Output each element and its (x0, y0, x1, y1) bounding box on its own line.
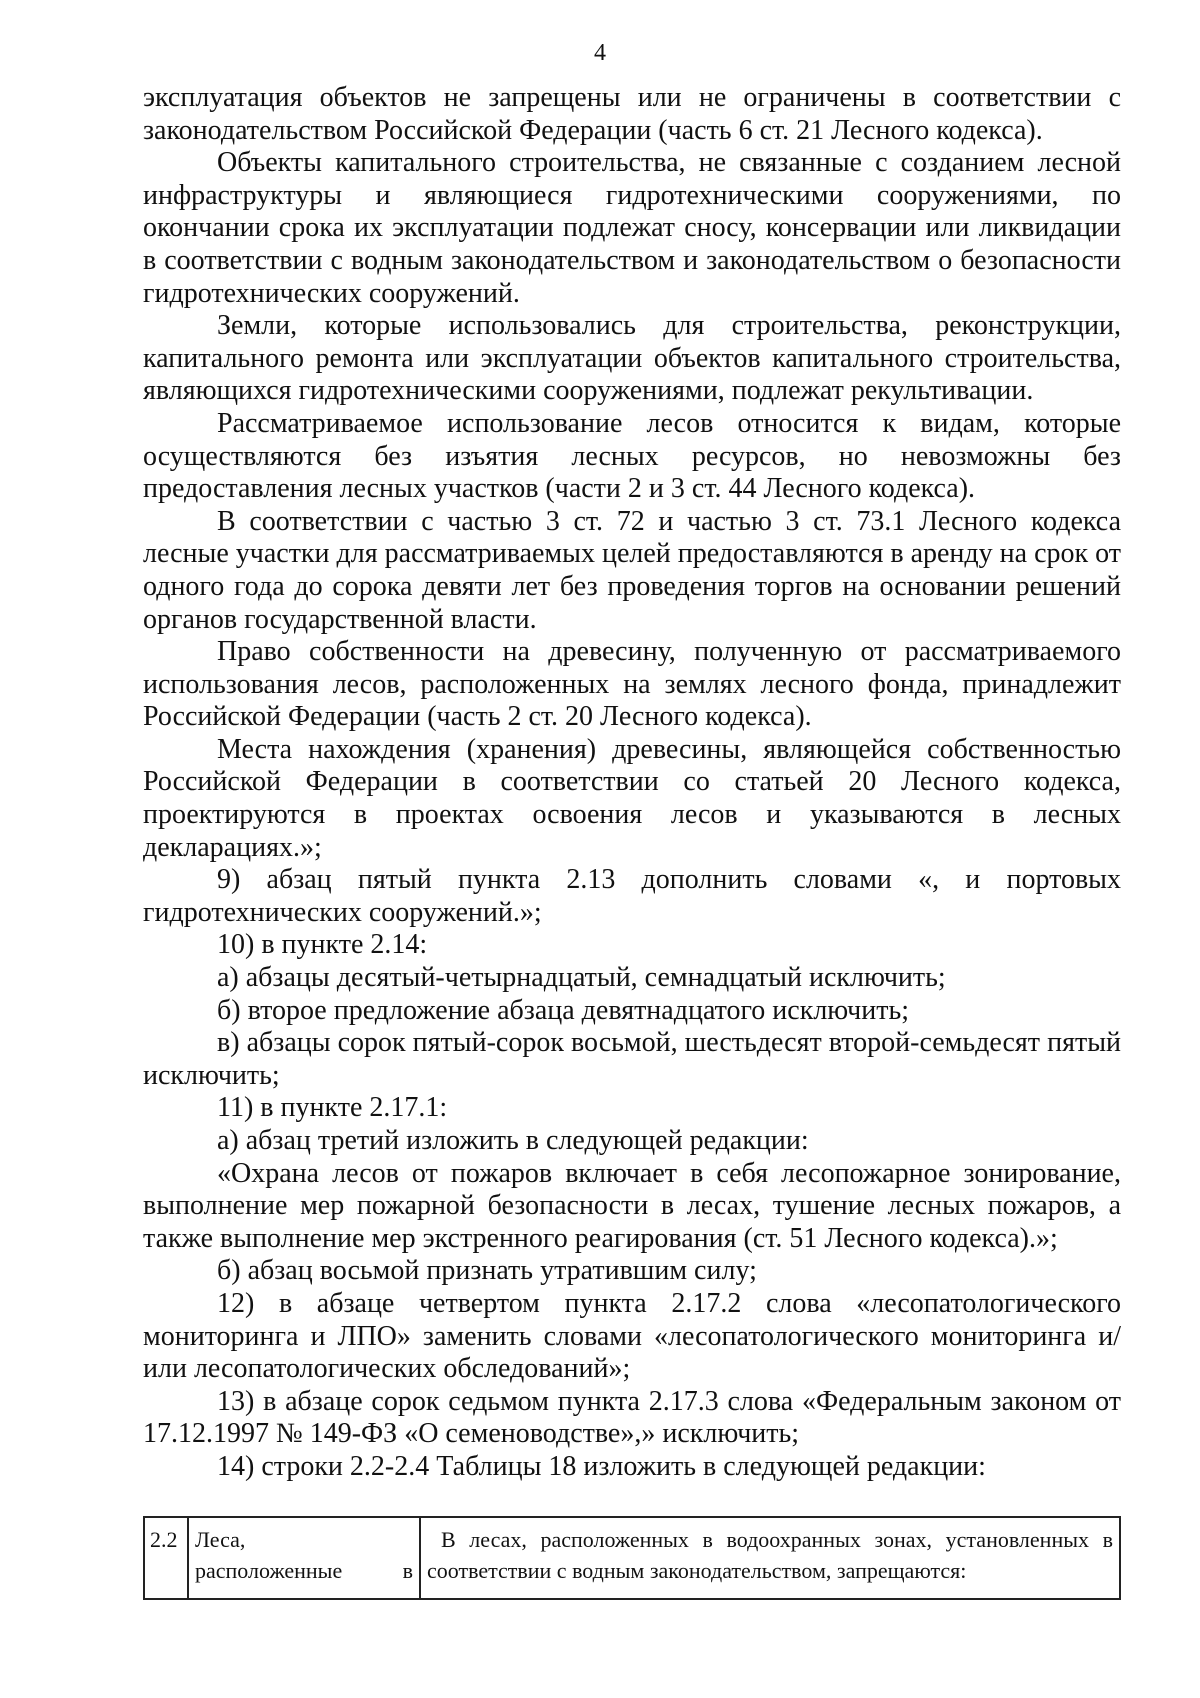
paragraph: 13) в абзаце сорок седьмом пункта 2.17.3 слова «Федеральным законом от 17.12.1997 № 149-ФЗ «О семеноводстве»,» исключить; (143, 1385, 1121, 1450)
paragraph: б) второе предложение абзаца девятнадцатого исключить; (217, 994, 910, 1026)
page-number: 4 (594, 40, 606, 66)
forest-category-cell (188, 1517, 420, 1599)
paragraph: 9) абзац пятый пункта 2.13 дополнить словами «, и портовых гидротехнических сооружений.»; (143, 864, 1121, 928)
table-row (144, 1517, 1120, 1599)
paragraph: Право собственности на древесину, полученную от рассматриваемого использования лесов, расположенных на землях лесного фонда, принадлежит Российской Федерации (часть 2 ст. 20 Лесного кодекса). (143, 636, 1121, 733)
paragraph: а) абзац третий изложить в следующей редакции: (217, 1125, 809, 1156)
document-body (143, 82, 1121, 1484)
paragraph: эксплуатация объектов не запрещены или не ограничены в соответствии с законодательством Российской Федерации (часть 6 ст. 21 Лесного кодекса). (143, 82, 1121, 146)
forest-use-table (143, 1516, 1121, 1600)
paragraph: Земли, которые использовались для строительства, реконструкции, капитального ремонта или эксплуатации объектов капитального строительства, являющихся гидротехническими сооружениями, подлежат рекультивации. (143, 310, 1121, 407)
paragraph: Объекты капитального строительства, не связанные с созданием лесной инфраструктуры и являющиеся гидротехническими сооружениями, по окончании срока их эксплуатации подлежат сносу, консервации или ликвидации в соответствии с водным законодательством и законодательством о безопасности гидротехнических сооружений. (143, 147, 1121, 309)
forest-category-line: расположенные в (195, 1558, 413, 1583)
paragraph: 11) в пункте 2.17.1: (217, 1092, 448, 1124)
paragraph: б) абзац восьмой признать утратившим силу; (217, 1255, 757, 1287)
row-number-cell: 2.2 (144, 1517, 188, 1599)
paragraph: «Охрана лесов от пожаров включает в себя лесопожарное зонирование, выполнение мер пожарной безопасности в лесах, тушение лесных пожаров, а также выполнение мер экстренного реагирования (ст. 51 Лесного кодекса).»; (143, 1157, 1121, 1254)
paragraph: а) абзацы десятый-четырнадцатый, семнадцатый исключить; (217, 962, 946, 994)
paragraph: Рассматриваемое использование лесов относится к видам, которые осуществляются без изъятия лесных ресурсов, но невозможны без предоставления лесных участков (части 2 и 3 ст. 44 Лесного кодекса). (143, 407, 1121, 505)
paragraph: 12) в абзаце четвертом пункта 2.17.2 слова «лесопатологического мониторинга и ЛПО» заменить словами «лесопатологического мониторинга и/или лесопатологических обследований»; (143, 1287, 1121, 1385)
paragraph: 14) строки 2.2-2.4 Таблицы 18 изложить в следующей редакции: (217, 1450, 986, 1482)
paragraph: Места нахождения (хранения) древесины, являющейся собственностью Российской Федерации в соответствии со статьей 20 Лесного кодекса, проектируются в проектах освоения лесов и указываются в лесных декларациях.»; (143, 733, 1121, 863)
restriction-description-cell: В лесах, расположенных в водоохранных зонах, установленных в соответствии с водным законодательством, запрещаются: (420, 1517, 1120, 1599)
paragraph: в) абзацы сорок пятый-сорок восьмой, шестьдесят второй-семьдесят пятый исключить; (143, 1027, 1121, 1091)
paragraph: 10) в пункте 2.14: (217, 929, 428, 961)
paragraph: В соответствии с частью 3 ст. 72 и частью 3 ст. 73.1 Лесного кодекса лесные участки для рассматриваемых целей предоставляются в аренду на срок от одного года до сорока девяти лет без проведения торгов на основании решений органов государственной власти. (143, 505, 1121, 635)
forest-category-line: Леса, (195, 1527, 246, 1552)
